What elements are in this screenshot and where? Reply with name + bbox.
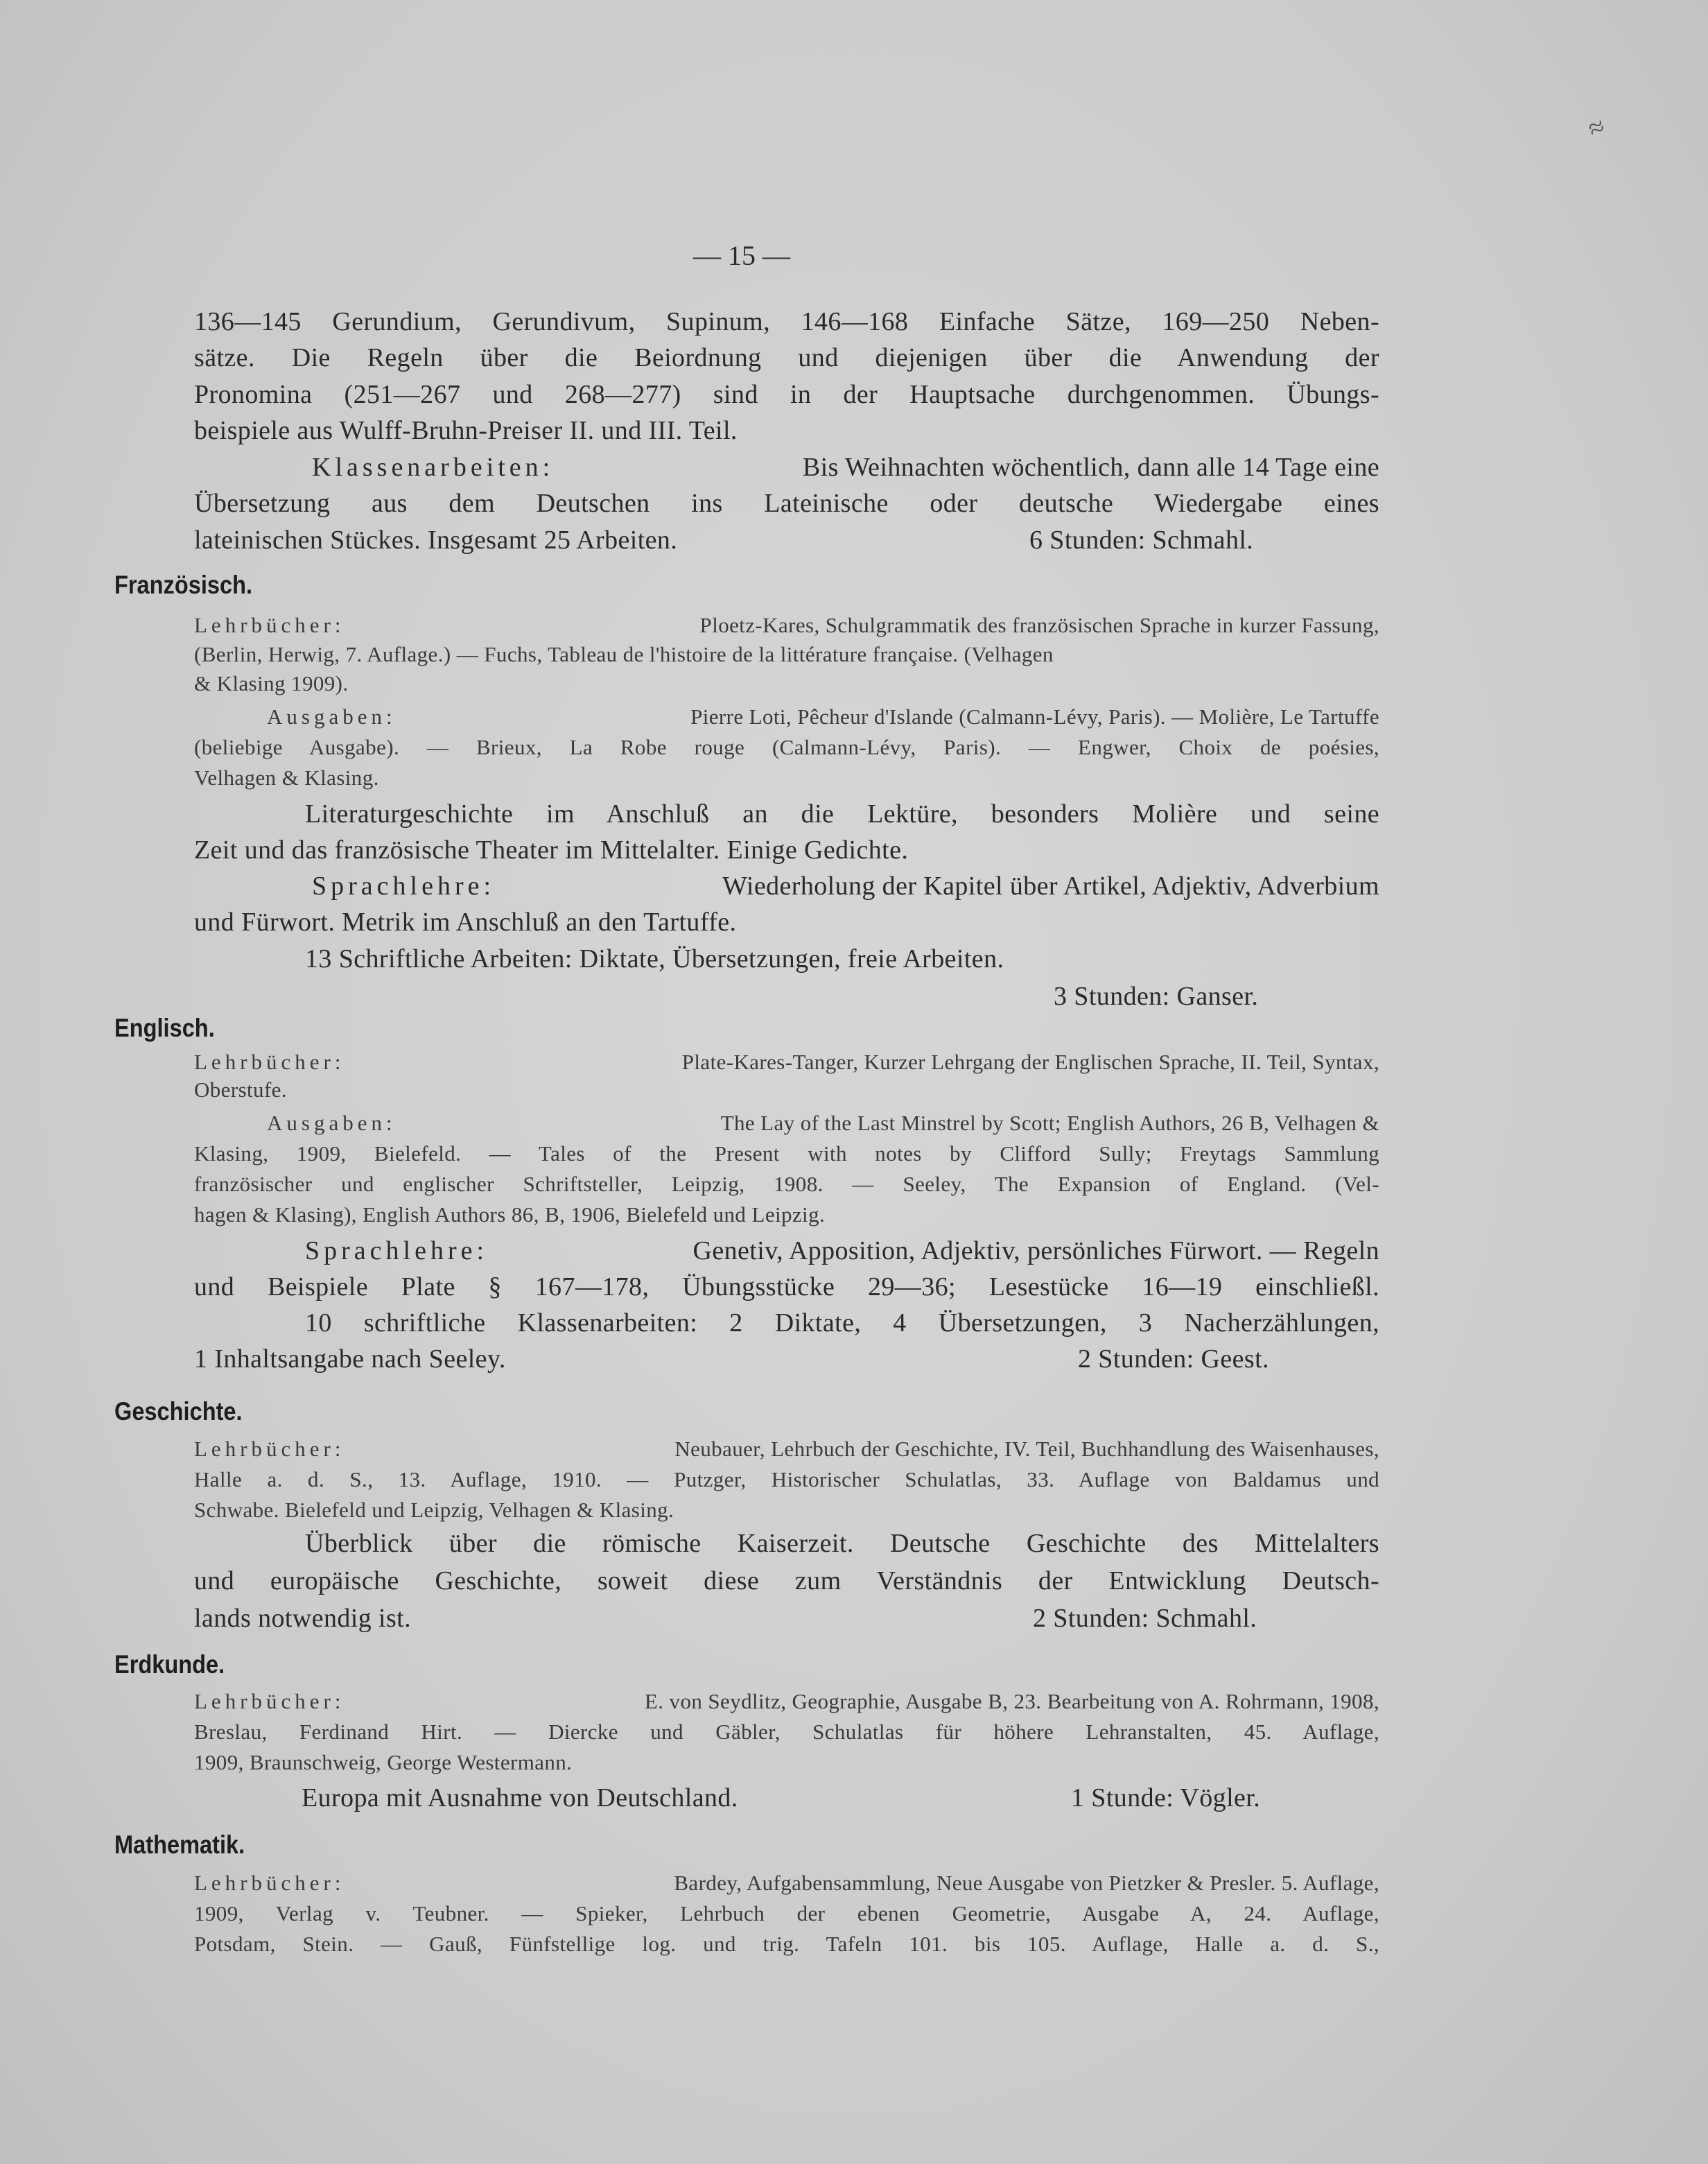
ge-lehrbuecher-line-1 [194, 1434, 1379, 1464]
ge-lehrbuecher-line-2: Halle a. d. S., 13. Auflage, 1910. — Putzger, Historischer Schulatlas, 33. Auflage von Baldamus und [194, 1467, 1379, 1491]
fr-lit-line-1: Literaturgeschichte im Anschluß an die Lektüre, besonders Molière und seine [305, 799, 1379, 829]
en-lehrbuecher-line-2: Oberstufe. [194, 1077, 287, 1102]
fr-ausgaben-line-3: Velhagen & Klasing. [194, 765, 379, 790]
fr-arbeiten: 13 Schriftliche Arbeiten: Diktate, Übersetzungen, freie Arbeiten. [305, 944, 1004, 973]
er-text-line-1: Europa mit Ausnahme von Deutschland. [302, 1783, 738, 1812]
latin-stunden: 6 Stunden: Schmahl. [1029, 526, 1254, 555]
ma-lehrbuecher-text: Bardey, Aufgabensammlung, Neue Ausgabe von Pietzker & Presler. 5. Auflage, [674, 1871, 1379, 1895]
en-stunden: 2 Stunden: Geest. [1078, 1344, 1269, 1374]
en-ausgaben-label: Ausgaben: [267, 1111, 397, 1135]
fr-sprachlehre-line-1 [312, 868, 1379, 904]
latin-line-6: Übersetzung aus dem Deutschen ins Lateinische oder deutsche Wiedergabe eines [194, 489, 1379, 518]
fr-ausgaben-label: Ausgaben: [267, 704, 397, 729]
page-number: — 15 — [693, 240, 790, 271]
klassenarbeiten-text: Bis Weihnachten wöchentlich, dann alle 14 Tage eine [802, 453, 1379, 482]
en-lehrbuecher-line-1 [194, 1047, 1379, 1077]
fr-lehrbuecher-text: Ploetz-Kares, Schulgrammatik des französischen Sprache in kurzer Fassung, [699, 613, 1379, 637]
er-lehrbuecher-label: Lehrbücher: [194, 1689, 345, 1713]
ge-lehrbuecher-label: Lehrbücher: [194, 1437, 345, 1461]
ge-stunden: 2 Stunden: Schmahl. [1033, 1604, 1257, 1633]
en-sprachlehre-text: Genetiv, Apposition, Adjektiv, persönliches Fürwort. — Regeln [692, 1236, 1379, 1265]
heading-franzoesisch: Französisch. [114, 571, 253, 599]
fr-stunden: 3 Stunden: Ganser. [1054, 982, 1259, 1011]
en-lehrbuecher-label: Lehrbücher: [194, 1050, 345, 1074]
corner-mark: ≈ [1584, 110, 1610, 145]
fr-lehrbuecher-line-1 [194, 610, 1379, 641]
ma-lehrbuecher-line-3: Potsdam, Stein. — Gauß, Fünfstellige log. und trig. Tafeln 101. bis 105. Auflage, Halle a. d. S., [194, 1932, 1379, 1956]
en-ausgaben-line-1 [267, 1108, 1379, 1139]
fr-lehrbuecher-line-2: (Berlin, Herwig, 7. Auflage.) — Fuchs, Tableau de l'histoire de la littérature française. (Velhagen [194, 642, 1054, 666]
heading-englisch: Englisch. [114, 1014, 215, 1042]
ge-lehrbuecher-line-3: Schwabe. Bielefeld und Leipzig, Velhagen & Klasing. [194, 1498, 674, 1522]
latin-line-7: lateinischen Stückes. Insgesamt 25 Arbeiten. [194, 526, 678, 555]
ma-lehrbuecher-line-2: 1909, Verlag v. Teubner. — Spieker, Lehrbuch der ebenen Geometrie, Ausgabe A, 24. Auflage, [194, 1901, 1379, 1925]
en-arbeiten-line-1: 10 schriftliche Klassenarbeiten: 2 Diktate, 4 Übersetzungen, 3 Nacherzählungen, [305, 1308, 1379, 1338]
fr-sprachlehre-label: Sprachlehre: [312, 872, 496, 901]
en-sprachlehre-line-2: und Beispiele Plate § 167—178, Übungsstücke 29—36; Lesestücke 16—19 einschließl. [194, 1272, 1379, 1301]
fr-lit-line-2: Zeit und das französische Theater im Mittelalter. Einige Gedichte. [194, 836, 909, 865]
er-lehrbuecher-text: E. von Seydlitz, Geographie, Ausgabe B, 23. Bearbeitung von A. Rohrmann, 1908, [644, 1689, 1379, 1713]
heading-erdkunde: Erdkunde. [114, 1650, 225, 1679]
latin-line-2: sätze. Die Regeln über die Beiordnung und diejenigen über die Anwendung der [194, 343, 1379, 372]
er-lehrbuecher-line-3: 1909, Braunschweig, George Westermann. [194, 1750, 573, 1774]
ma-lehrbuecher-label: Lehrbücher: [194, 1871, 345, 1895]
latin-line-4: beispiele aus Wulff-Bruhn-Preiser II. und III. Teil. [194, 416, 738, 445]
ge-text-line-2: und europäische Geschichte, soweit diese zum Verständnis der Entwicklung Deutsch- [194, 1566, 1379, 1595]
en-arbeiten-line-2: 1 Inhaltsangabe nach Seeley. [194, 1344, 506, 1374]
en-ausgaben-line-4: hagen & Klasing), English Authors 86, B, 1906, Bielefeld und Leipzig. [194, 1202, 826, 1227]
ma-lehrbuecher-line-1 [194, 1868, 1379, 1898]
en-sprachlehre-line-1 [305, 1233, 1379, 1269]
er-lehrbuecher-line-2: Breslau, Ferdinand Hirt. — Diercke und Gäbler, Schulatlas für höhere Lehranstalten, 45. Auflage, [194, 1720, 1379, 1744]
latin-line-1: 136—145 Gerundium, Gerundivum, Supinum, 146—168 Einfache Sätze, 169—250 Neben- [194, 307, 1379, 336]
fr-sprachlehre-line-2: und Fürwort. Metrik im Anschluß an den Tartuffe. [194, 908, 737, 937]
ge-text-line-3: lands notwendig ist. [194, 1604, 412, 1633]
latin-line-5 [312, 449, 1379, 485]
fr-ausgaben-line-2: (beliebige Ausgabe). — Brieux, La Robe rouge (Calmann-Lévy, Paris). — Engwer, Choix de poésies, [194, 735, 1379, 759]
heading-mathematik: Mathematik. [114, 1830, 245, 1859]
klassenarbeiten-label: Klassenarbeiten: [312, 453, 555, 482]
en-ausgaben-line-3: französischer und englischer Schriftsteller, Leipzig, 1908. — Seeley, The Expansion of England. (Vel- [194, 1172, 1379, 1196]
fr-lehrbuecher-label: Lehrbücher: [194, 613, 345, 637]
fr-ausgaben-text: Pierre Loti, Pêcheur d'Islande (Calmann-Lévy, Paris). — Molière, Le Tartuffe [690, 704, 1379, 729]
en-ausgaben-text: The Lay of the Last Minstrel by Scott; English Authors, 26 B, Velhagen & [720, 1111, 1379, 1135]
er-stunden: 1 Stunde: Vögler. [1071, 1783, 1261, 1812]
ge-text-line-1: Überblick über die römische Kaiserzeit. Deutsche Geschichte des Mittelalters [305, 1529, 1379, 1558]
ge-lehrbuecher-text: Neubauer, Lehrbuch der Geschichte, IV. Teil, Buchhandlung des Waisenhauses, [674, 1437, 1379, 1461]
fr-ausgaben-line-1 [267, 702, 1379, 732]
fr-lehrbuecher-line-3: & Klasing 1909). [194, 671, 349, 695]
en-sprachlehre-label: Sprachlehre: [305, 1236, 489, 1265]
latin-line-3: Pronomina (251—267 und 268—277) sind in der Hauptsache durchgenommen. Übungs- [194, 380, 1379, 409]
en-lehrbuecher-text: Plate-Kares-Tanger, Kurzer Lehrgang der Englischen Sprache, II. Teil, Syntax, [681, 1050, 1379, 1074]
heading-geschichte: Geschichte. [114, 1397, 243, 1426]
en-ausgaben-line-2: Klasing, 1909, Bielefeld. — Tales of the Present with notes by Clifford Sully; Freytags Sammlung [194, 1141, 1379, 1166]
er-lehrbuecher-line-1 [194, 1686, 1379, 1717]
fr-sprachlehre-text: Wiederholung der Kapitel über Artikel, Adjektiv, Adverbium [722, 872, 1379, 901]
